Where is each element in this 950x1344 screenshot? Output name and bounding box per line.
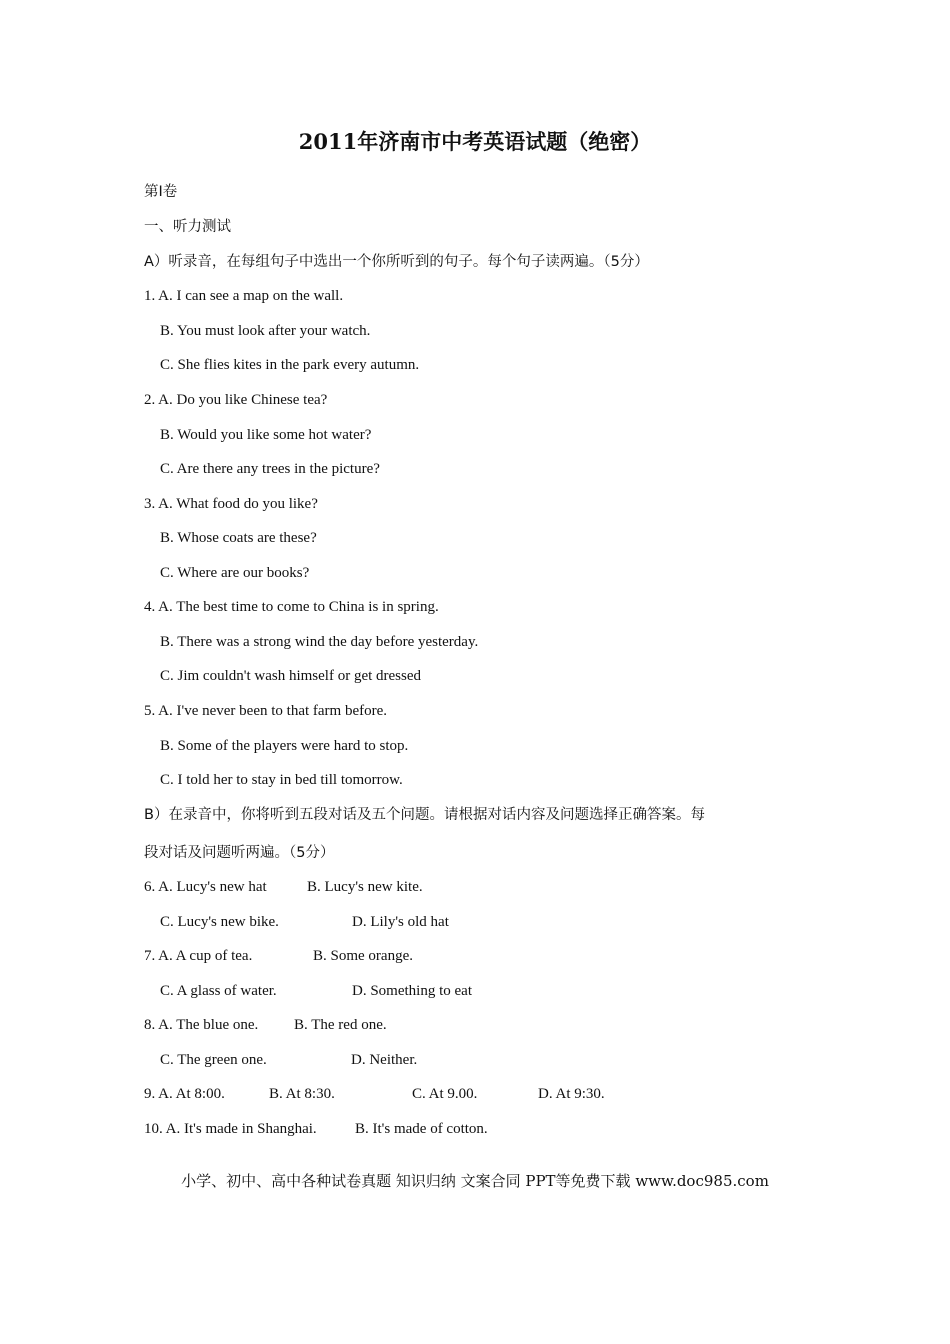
question-1-option-b: B. You must look after your watch. (160, 323, 371, 339)
question-4-option-c: C. Jim couldn't wash himself or get dressed (160, 668, 421, 684)
question-6-option-b: B. Lucy's new kite. (307, 879, 423, 895)
question-7-option-c: C. A glass of water. (160, 983, 277, 999)
question-9-option-a: 9. A. At 8:00. (144, 1086, 225, 1102)
question-3-option-c: C. Where are our books? (160, 565, 310, 581)
question-4-option-b: B. There was a strong wind the day before yesterday. (160, 634, 479, 650)
question-10-option-b: B. It's made of cotton. (355, 1121, 488, 1137)
volume-label: 第I卷 (144, 184, 178, 200)
question-6-option-d: D. Lily's old hat (352, 914, 449, 930)
question-5-option-c: C. I told her to stay in bed till tomorrow. (160, 772, 403, 788)
question-7-option-d: D. Something to eat (352, 983, 472, 999)
question-10-option-a: 10. A. It's made in Shanghai. (144, 1121, 317, 1137)
question-9-option-b: B. At 8:30. (269, 1086, 335, 1102)
question-2-option-a: 2. A. Do you like Chinese tea? (144, 392, 328, 408)
question-4-option-a: 4. A. The best time to come to China is in spring. (144, 599, 439, 615)
question-5-option-b: B. Some of the players were hard to stop. (160, 738, 409, 754)
page-title: 2011年济南市中考英语试题（绝密） (298, 129, 652, 154)
question-9-option-c: C. At 9.00. (412, 1086, 478, 1102)
section-heading: 一、听力测试 (144, 219, 231, 235)
part-b-instruction-line2: 段对话及问题听两遍。（5分） (144, 845, 335, 861)
question-3-option-b: B. Whose coats are these? (160, 530, 317, 546)
question-8-option-c: C. The green one. (160, 1052, 267, 1068)
question-2-option-b: B. Would you like some hot water? (160, 427, 372, 443)
page-footer: 小学、初中、高中各种试卷真题 知识归纳 文案合同 PPT等免费下载 www.doc985.com (181, 1172, 769, 1190)
question-8-option-b: B. The red one. (294, 1017, 387, 1033)
question-8-option-d: D. Neither. (351, 1052, 418, 1068)
question-1-option-a: 1. A. I can see a map on the wall. (144, 288, 344, 304)
question-2-option-c: C. Are there any trees in the picture? (160, 461, 380, 477)
question-6-option-c: C. Lucy's new bike. (160, 914, 279, 930)
question-8-option-a: 8. A. The blue one. (144, 1017, 259, 1033)
question-3-option-a: 3. A. What food do you like? (144, 496, 318, 512)
part-a-instruction: A）听录音，在每组句子中选出一个你所听到的句子。每个句子读两遍。（5分） (144, 254, 649, 270)
question-6-option-a: 6. A. Lucy's new hat (144, 879, 267, 895)
question-7-option-b: B. Some orange. (313, 948, 413, 964)
question-5-option-a: 5. A. I've never been to that farm before. (144, 703, 388, 719)
part-b-instruction-line1: B）在录音中，你将听到五段对话及五个问题。请根据对话内容及问题选择正确答案。每 (144, 807, 705, 823)
question-1-option-c: C. She flies kites in the park every autumn. (160, 357, 420, 373)
question-7-option-a: 7. A. A cup of tea. (144, 948, 253, 964)
question-9-option-d: D. At 9:30. (538, 1086, 605, 1102)
